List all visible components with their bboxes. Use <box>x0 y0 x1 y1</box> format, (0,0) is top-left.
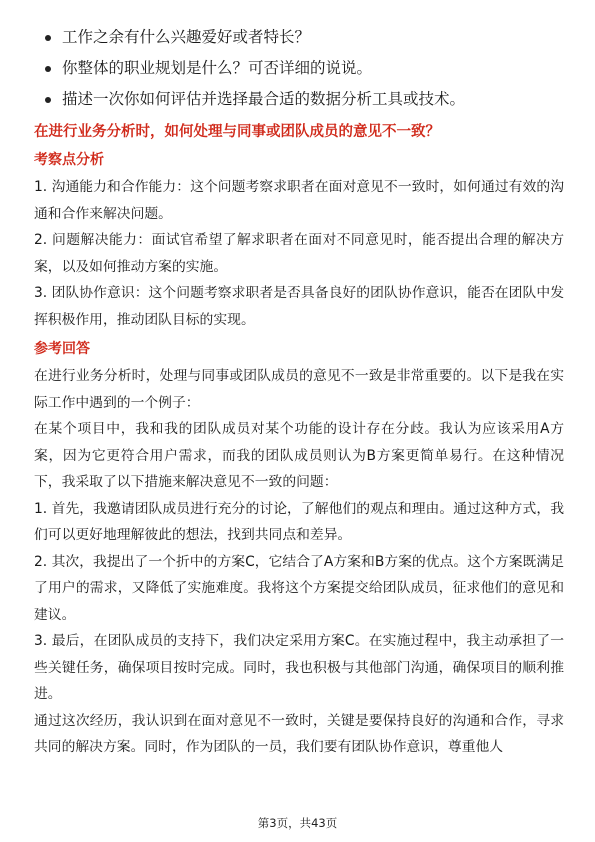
bullet-text: 描述一次你如何评估并选择最合适的数据分析工具或技术。 <box>62 90 466 108</box>
page-number-footer: 第3页，共43页 <box>257 816 338 830</box>
analysis-item: 3. 团队协作意识：这个问题考察求职者是否具备良好的团队协作意识，能否在团队中发挥积极作用，推动团队目标的实现。 <box>34 285 564 328</box>
bullet-text: 工作之余有什么兴趣爱好或者特长？ <box>62 28 311 46</box>
answer-paragraph: 3. 最后，在团队成员的支持下，我们决定采用方案C。在实施过程中，我主动承担了一些关键任务，确保项目按时完成。同时，我也积极与其他部门沟通，确保项目的顺利推进。 <box>34 633 564 702</box>
answer-paragraph: 通过这次经历，我认识到在面对意见不一致时，关键是要保持良好的沟通和合作，寻求共同的解决方案。同时，作为团队的一员，我们要有团队协作意识，尊重他人 <box>34 712 564 755</box>
bullet-dot-icon <box>45 35 51 41</box>
question-heading: 在进行业务分析时，如何处理与同事或团队成员的意见不一致？ <box>34 124 440 140</box>
answer-heading: 参考回答 <box>34 341 90 357</box>
answer-paragraph: 在某个项目中，我和我的团队成员对某个功能的设计存在分歧。我认为应该采用A方案，因为它更符合用户需求，而我的团队成员则认为B方案更简单易行。在这种情况下，我采取了以下措施来解决意见不一致的问题： <box>34 421 564 490</box>
answer-paragraph: 2. 其次，我提出了一个折中的方案C，它结合了A方案和B方案的优点。这个方案既满足了用户的需求，又降低了实施难度。我将这个方案提交给团队成员，征求他们的意见和建议。 <box>34 553 564 623</box>
bullet-dot-icon <box>45 97 51 103</box>
answer-paragraph: 1. 首先，我邀请团队成员进行充分的讨论，了解他们的观点和理由。通过这种方式，我们可以更好地理解彼此的想法，找到共同点和差异。 <box>34 500 564 543</box>
analysis-heading: 考察点分析 <box>34 152 104 168</box>
bullet-item <box>36 84 576 115</box>
answer-paragraph: 在进行业务分析时，处理与同事或团队成员的意见不一致是非常重要的。以下是我在实际工作中遇到的一个例子： <box>34 368 564 411</box>
bullet-item <box>36 53 576 84</box>
bullet-dot-icon <box>45 66 51 72</box>
analysis-item: 1. 沟通能力和合作能力：这个问题考察求职者在面对意见不一致时，如何通过有效的沟通和合作来解决问题。 <box>34 179 564 222</box>
main-content <box>34 120 564 761</box>
bullet-item <box>36 22 576 53</box>
question-bullet-list <box>36 22 576 115</box>
bullet-text: 你整体的职业规划是什么？可否详细的说说。 <box>62 59 373 77</box>
analysis-item: 2. 问题解决能力：面试官希望了解求职者在面对不同意见时，能否提出合理的解决方案，以及如何推动方案的实施。 <box>34 232 564 275</box>
